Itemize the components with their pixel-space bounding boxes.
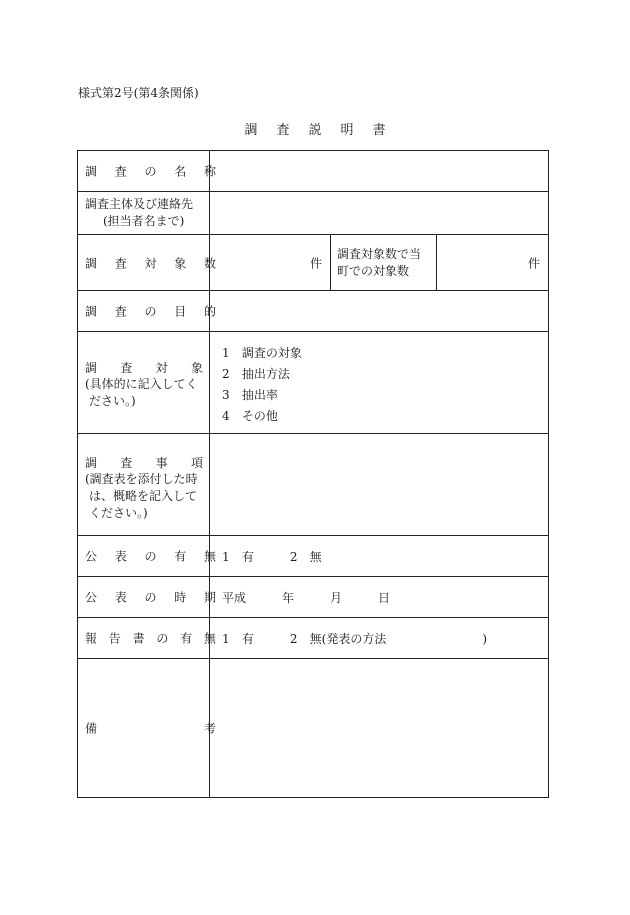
label-char: 数	[203, 256, 216, 270]
target-count-label	[85, 254, 216, 271]
date-day: 日	[378, 591, 391, 605]
row-report	[78, 618, 548, 659]
publication-date	[222, 589, 390, 606]
publication-opt1[interactable]: 有	[241, 550, 254, 564]
publication-options	[222, 548, 322, 565]
label-char: 名	[174, 164, 187, 179]
label-char: 報	[85, 631, 98, 646]
report-field[interactable]	[210, 618, 548, 658]
date-month: 月	[330, 591, 343, 605]
label-char: 対	[155, 361, 168, 375]
label-char: 対	[144, 256, 157, 270]
label-char: 査	[120, 361, 133, 375]
local-count-field[interactable]	[437, 235, 548, 290]
row-survey-entity	[78, 192, 548, 235]
survey-name-field[interactable]	[210, 151, 548, 191]
label-cell	[78, 291, 216, 331]
survey-items-label	[85, 454, 203, 471]
survey-target-field[interactable]	[210, 332, 548, 433]
label-char: 表	[114, 590, 127, 605]
date-year: 年	[282, 591, 295, 605]
label-char: 的	[203, 304, 216, 319]
report-options	[222, 630, 487, 647]
report-label	[85, 630, 216, 647]
date-era: 平成	[222, 591, 247, 605]
survey-entity-label-line2: (担当者名まで)	[103, 214, 185, 228]
label-cell	[78, 536, 216, 576]
survey-entity-label	[85, 196, 203, 230]
label-char: 公	[85, 549, 98, 564]
report-close-paren: )	[482, 632, 488, 646]
label-char: 査	[114, 304, 127, 319]
publication-field[interactable]	[210, 536, 548, 576]
publication-timing-label	[85, 589, 216, 606]
label-cell	[78, 659, 216, 797]
label-cell	[78, 235, 216, 290]
survey-target-note-line1: (具体的に記入してく	[85, 377, 198, 391]
row-target-count	[78, 235, 548, 291]
local-count-label-line1: 調査対象数で当	[337, 246, 422, 261]
label-char: 期	[203, 590, 216, 605]
target-item-2: 2 抽出方法	[222, 367, 290, 381]
label-char: 調	[85, 361, 98, 375]
label-char: 無	[203, 549, 216, 564]
label-cell	[78, 618, 216, 658]
label-char: 有	[180, 631, 193, 646]
report-opt2-no: 2	[289, 632, 298, 646]
survey-purpose-label	[85, 303, 216, 320]
row-survey-items	[78, 434, 548, 536]
local-count-label	[337, 246, 421, 280]
label-char: 事	[155, 456, 168, 470]
survey-target-label-block	[85, 359, 203, 410]
label-char: の	[144, 549, 157, 564]
label-char: 表	[114, 549, 127, 564]
target-item-3: 3 抽出率	[222, 388, 278, 402]
report-opt2[interactable]: 無(発表の方法	[309, 632, 387, 646]
document-title	[0, 119, 630, 138]
publication-label	[85, 548, 216, 565]
label-char: 称	[203, 164, 216, 179]
label-char: 目	[174, 304, 187, 319]
row-survey-purpose	[78, 291, 548, 332]
label-cell	[78, 434, 210, 535]
label-cell	[78, 577, 216, 617]
label-char: の	[144, 164, 157, 179]
survey-items-note-line3: ください。)	[89, 506, 148, 520]
local-count-unit: 件	[527, 256, 540, 270]
label-char: 書	[132, 631, 145, 646]
survey-items-note-line2: は、概略を記入して	[89, 489, 198, 503]
label-char: 告	[108, 631, 121, 646]
publication-opt1-no: 1	[222, 550, 230, 564]
survey-purpose-field[interactable]	[210, 291, 548, 331]
label-char: 調	[85, 256, 98, 270]
label-char: 調	[85, 456, 98, 470]
label-char: の	[144, 590, 157, 605]
label-char: 象	[174, 256, 187, 270]
survey-entity-label-line1: 調査主体及び連絡先	[85, 197, 194, 211]
report-opt1-no: 1	[222, 632, 230, 646]
label-char: 公	[85, 590, 98, 605]
row-publication	[78, 536, 548, 577]
target-item-1: 1 調査の対象	[222, 346, 302, 360]
remarks-label	[85, 720, 216, 737]
publication-opt2[interactable]: 無	[309, 550, 322, 564]
publication-timing-field[interactable]	[210, 577, 548, 617]
remarks-label-left: 備	[85, 721, 98, 736]
survey-items-field[interactable]	[210, 434, 548, 535]
document-title-text: 調査説明書	[244, 123, 405, 138]
label-char: 査	[114, 164, 127, 179]
survey-target-note-line2: ださい。)	[89, 394, 136, 408]
label-char: 時	[174, 590, 187, 605]
label-cell	[78, 151, 216, 191]
publication-opt2-no: 2	[289, 550, 298, 564]
label-char: 象	[190, 361, 203, 375]
row-survey-target	[78, 332, 548, 434]
survey-target-label	[85, 359, 203, 376]
label-char: 項	[190, 456, 203, 470]
label-char: 査	[114, 256, 127, 270]
label-char: 有	[174, 549, 187, 564]
row-publication-timing	[78, 577, 548, 618]
label-char: 調	[85, 304, 98, 319]
target-count-values	[210, 235, 548, 290]
label-char: の	[144, 304, 157, 319]
survey-items-note-line1: (調査表を添付した時	[85, 472, 198, 486]
label-cell	[78, 332, 210, 433]
target-count-unit: 件	[309, 256, 322, 270]
report-opt1[interactable]: 有	[241, 632, 254, 646]
remarks-field[interactable]	[210, 659, 548, 797]
survey-items-label-block	[85, 454, 203, 522]
local-count-label-line2: 町での対象数	[337, 263, 410, 278]
remarks-label-right: 考	[203, 721, 216, 736]
row-remarks	[78, 659, 548, 797]
local-count-label-cell	[331, 235, 436, 290]
row-survey-name	[78, 151, 548, 192]
target-item-4: 4 その他	[222, 409, 278, 423]
survey-entity-field[interactable]	[210, 192, 548, 234]
survey-name-label	[85, 163, 216, 180]
target-count-field[interactable]	[210, 235, 330, 290]
label-char: 査	[120, 456, 133, 470]
label-char: 無	[203, 631, 216, 646]
label-cell	[78, 192, 210, 234]
survey-form-table	[77, 150, 549, 798]
label-char: の	[156, 631, 169, 646]
form-number: 様式第2号(第4条関係)	[78, 86, 199, 100]
label-char: 調	[85, 164, 98, 179]
